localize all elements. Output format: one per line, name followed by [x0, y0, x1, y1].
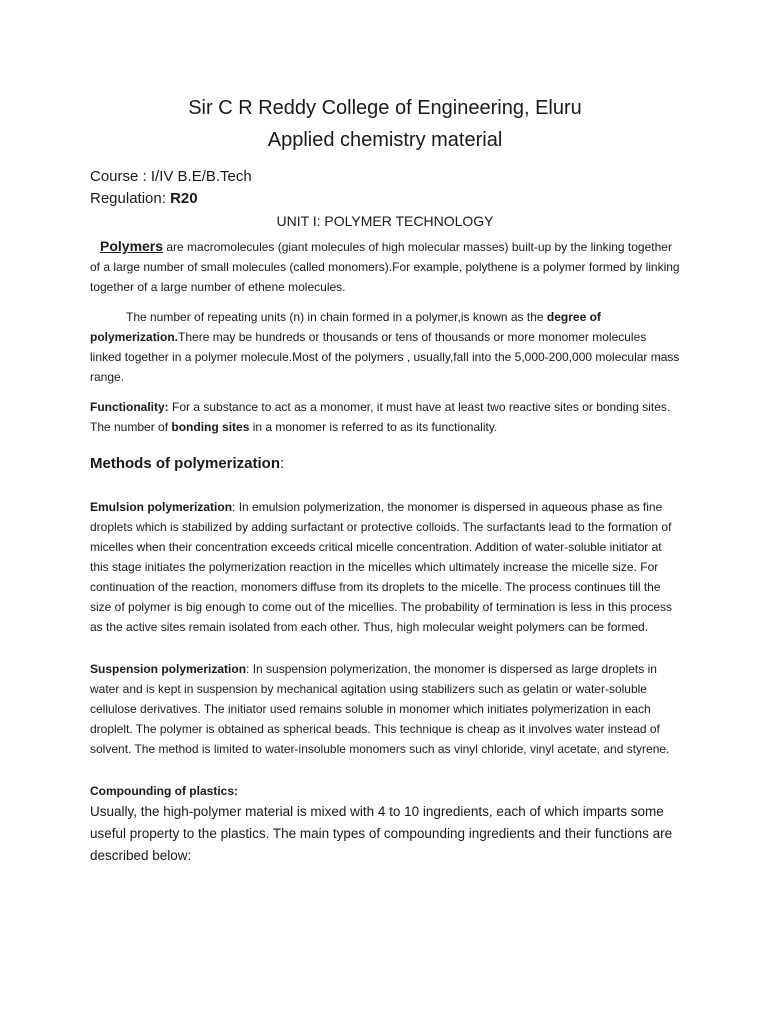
- degree-term: degree of polymerization.: [90, 310, 601, 344]
- suspension-term: Suspension polymerization: [90, 662, 247, 676]
- subject-title: Applied chemistry material: [267, 129, 503, 151]
- polymers-text: are macromolecules (giant molecules of high molecular masses) built-up by the linking together of a large number of small molecules (called monomers).For example, polythene is a polymer formed by linking together of a large number of ethene molecules.: [90, 240, 680, 294]
- compounding-heading: [90, 781, 680, 801]
- emulsion-term: Emulsion polymerization: [90, 500, 233, 514]
- compounding-paragraph: Usually, the high-polymer material is mixed with 4 to 10 ingredients, each of which imparts some useful property to the plastics. The main types of compounding ingredients and their functions are described below:: [90, 804, 673, 863]
- regulation-value: R20: [170, 190, 198, 207]
- regulation-label: Regulation:: [90, 190, 171, 207]
- document-page: [90, 92, 680, 867]
- course-line: Course : I/IV B.E/B.Tech: [90, 168, 252, 185]
- methods-heading-text: Methods of polymerization: [90, 455, 281, 472]
- bonding-sites-term: bonding sites: [171, 420, 250, 434]
- regulation-line: [90, 188, 680, 210]
- polymers-term: Polymers: [100, 238, 164, 254]
- functionality-paragraph: [90, 397, 680, 437]
- college-title: Sir C R Reddy College of Engineering, Eluru: [188, 97, 582, 119]
- functionality-term: Functionality:: [90, 400, 169, 414]
- emulsion-paragraph: [90, 497, 680, 637]
- emulsion-text: : In emulsion polymerization, the monomer is dispersed in aqueous phase as fine droplets which is stabilized by adding surfactant or protective colloids. The surfactants lead to the formation of micelles when their concentration exceeds critical micelle concentration. Addition of water-soluble initiator at this stage initiates the polymerization reaction in the micelles which ultimately increase the micelle size. For continuation of the reaction, monomers diffuse from its droplets to the micelle. The process continues till the size of polymer is big enough to come out of the micellies. The probability of termination is less in this process as the active sites remain isolated from each other. Thus, high molecular weight polymers can be formed.: [90, 500, 673, 634]
- methods-heading-colon: :: [280, 455, 285, 472]
- degree-paragraph: [90, 307, 680, 387]
- unit-heading: UNIT I: POLYMER TECHNOLOGY: [276, 213, 494, 229]
- functionality-text-2: in a monomer is referred to as its functionality.: [249, 420, 498, 434]
- degree-text-2: There may be hundreds or thousands or tens of thousands or more monomer molecules linked together in a polymer molecule.Most of the polymers , usually,fall into the 5,000-200,000 molecular mass range.: [90, 330, 680, 384]
- suspension-text: : In suspension polymerization, the monomer is dispersed as large droplets in water and is kept in suspension by mechanical agitation using stabilizers such as gelatin or water-soluble cellulose derivatives. The initiator used remains soluble in monomer which initiates polymerization in each droplelt. The polymer is obtained as spherical beads. This technique is cheap as it involves water instead of solvent. The method is limited to water-insoluble monomers such as vinyl chloride, vinyl acetate, and styrene.: [90, 662, 670, 756]
- polymers-paragraph: [90, 236, 680, 297]
- degree-text-1: The number of repeating units (n) in chain formed in a polymer,is known as the: [126, 310, 547, 324]
- functionality-text-1: For a substance to act as a monomer, it must have at least two reactive sites or bonding sites. The number of: [90, 400, 671, 434]
- suspension-paragraph: [90, 659, 680, 759]
- methods-heading: [90, 453, 680, 475]
- compounding-heading-text: Compounding of plastics:: [90, 784, 238, 798]
